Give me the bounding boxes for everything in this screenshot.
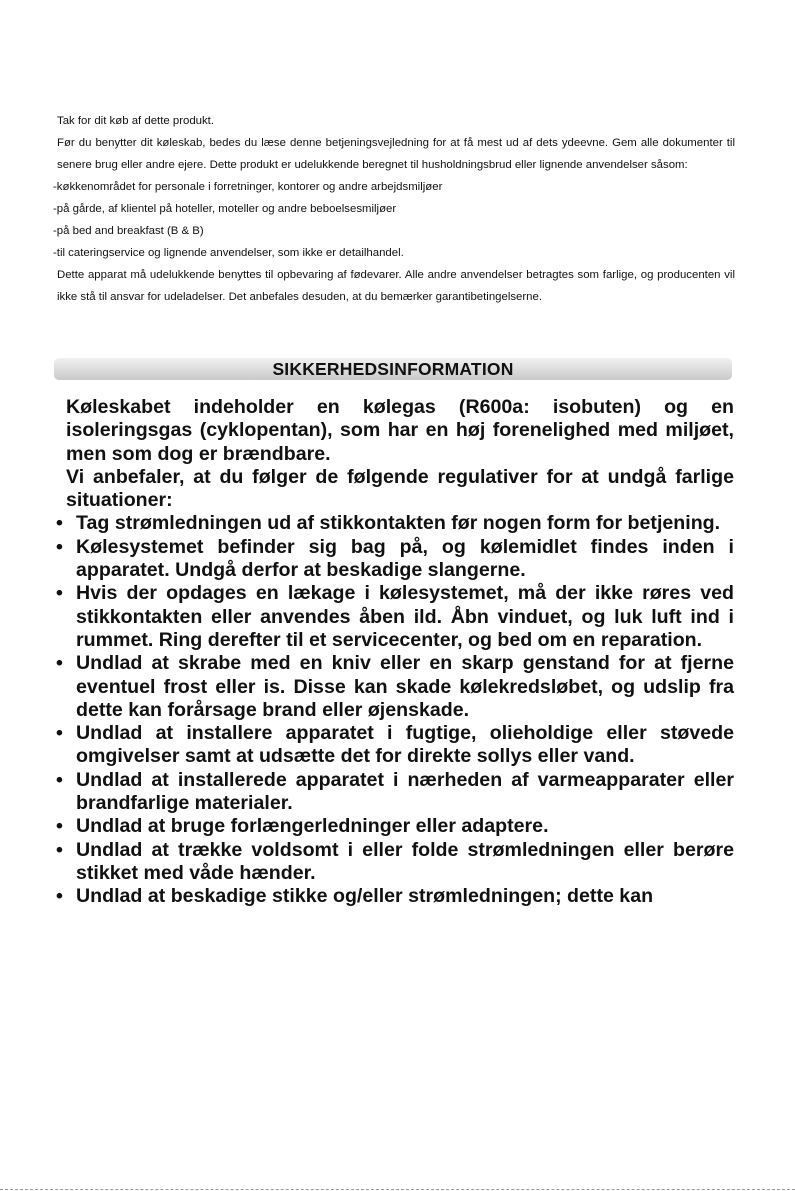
intro-section: [53, 110, 735, 308]
safety-item: [54, 536, 734, 583]
bullet-icon: •: [56, 815, 63, 838]
use-item: -på bed and breakfast (B & B): [53, 225, 204, 237]
safety-item-text: Undlad at beskadige stikke og/eller strømledningen; dette kan: [76, 885, 654, 908]
safety-item-text: Undlad at installerede apparatet i nærheden af varmeapparater eller brandfarlige materialer.: [76, 768, 734, 815]
safety-item: [54, 652, 734, 722]
safety-item: [54, 512, 734, 535]
safety-item-text: Undlad at bruge forlængerledninger eller adaptere.: [76, 815, 549, 838]
page-edge-divider: [0, 1189, 795, 1190]
bullet-icon: •: [56, 652, 63, 675]
safety-item-text: Undlad at trække voldsomt i eller folde strømledningen eller berøre stikket med våde hænder.: [76, 838, 734, 884]
bullet-icon: •: [56, 768, 63, 791]
recommendation-intro: Vi anbefaler, at du følger de følgende regulativer for at undgå farlige situationer:: [66, 465, 734, 512]
safety-item-text: Undlad at installere apparatet i fugtige, olieholdige eller støvede omgivelser samt at udsætte det for direkte sollys eller vand.: [76, 722, 734, 768]
bullet-icon: •: [56, 885, 63, 908]
safety-list: [54, 512, 734, 908]
bullet-icon: •: [56, 838, 63, 861]
safety-item: [54, 582, 734, 652]
use-item: -på gårde, af klientel på hoteller, moteller og andre beboelsesmiljøer: [53, 203, 397, 215]
intro-instructions: Før du benytter dit køleskab, bedes du læse denne betjeningsvejledning for at få mest ud af dets ydeevne. Gem alle dokumenter til senere brug eller andre ejere. Dette produkt er udelukkende beregnet til husholdningsbrud eller lignende anvendelser såsom:: [57, 137, 735, 171]
intro-thanks: Tak for dit køb af dette produkt.: [57, 115, 215, 127]
bullet-icon: •: [56, 512, 63, 535]
safety-item: [54, 839, 734, 886]
safety-item-text: Undlad at skrabe med en kniv eller en skarp genstand for at fjerne eventuel frost eller is. Disse kan skade kølekredsløbet, og udslip fra dette kan forårsage brand eller øjenskade.: [76, 652, 734, 721]
safety-section: [54, 396, 734, 909]
safety-item: [54, 769, 734, 816]
safety-item: [54, 885, 734, 908]
use-item: -til cateringservice og lignende anvendelser, som ikke er detailhandel.: [53, 247, 404, 259]
safety-item-text: Tag strømledningen ud af stikkontakten før nogen form for betjening.: [76, 512, 721, 535]
safety-item: [54, 722, 734, 769]
bullet-icon: •: [56, 582, 63, 605]
bullet-icon: •: [56, 535, 63, 558]
section-heading: SIKKERHEDSINFORMATION: [54, 358, 732, 380]
refrigerant-info: Køleskabet indeholder en kølegas (R600a: isobuten) og en isoleringsgas (cyklopentan), som har en høj forenelighed med miljøet, men som dog er brændbare.: [66, 396, 734, 465]
intro-closing: Dette apparat må udelukkende benyttes til opbevaring af fødevarer. Alle andre anvendelser betragtes som farlige, og producenten vil ikke stå til ansvar for udeladelser. Det anbefales desuden, at du bemærker garantibetingelserne.: [57, 269, 735, 303]
safety-item-text: Hvis der opdages en lækage i kølesystemet, må der ikke røres ved stikkontakten eller anvendes åben ild. Åbn vinduet, og luk luft ind i rummet. Ring derefter til et servicecenter, og bed om en reparation.: [76, 582, 734, 651]
safety-item: [54, 815, 734, 838]
safety-item-text: Kølesystemet befinder sig bag på, og kølemidlet findes inden i apparatet. Undgå derfor at beskadige slangerne.: [76, 535, 734, 582]
bullet-icon: •: [56, 722, 63, 745]
use-item: -køkkenområdet for personale i forretninger, kontorer og andre arbejdsmiljøer: [53, 181, 443, 193]
